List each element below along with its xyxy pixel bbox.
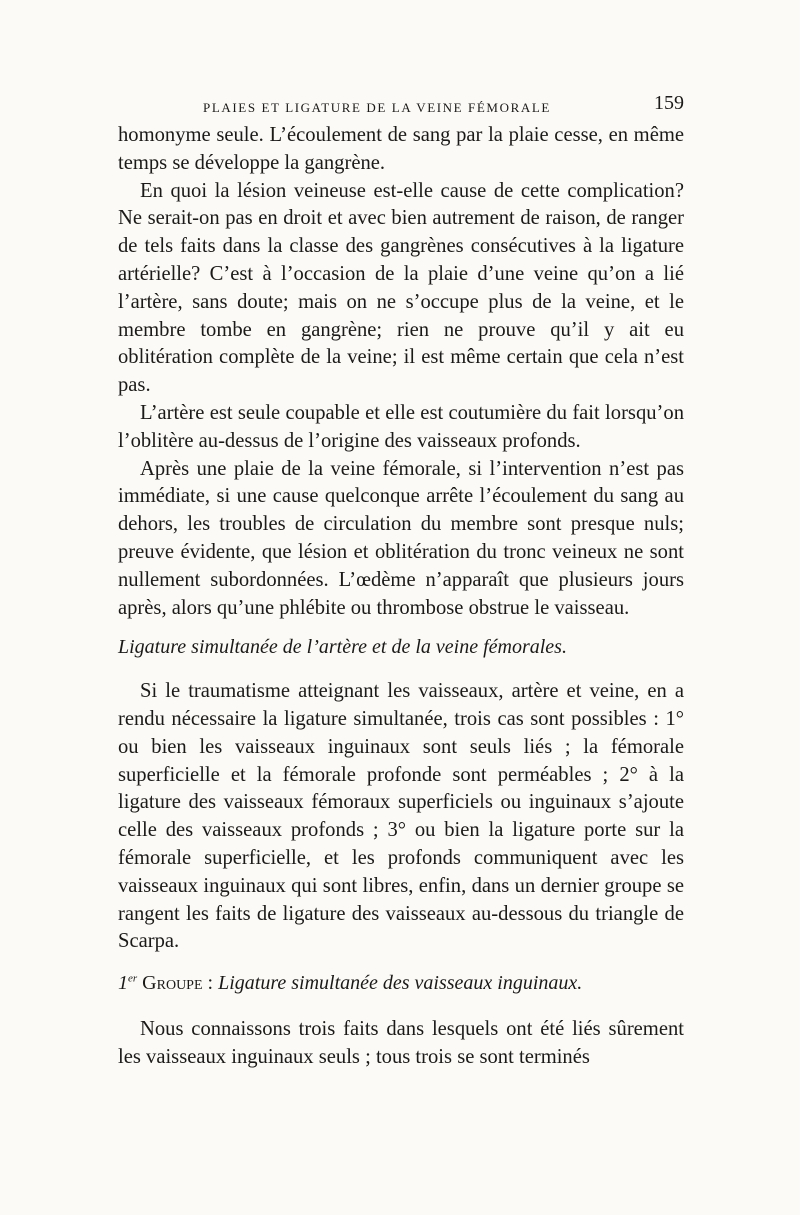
paragraph-2: En quoi la lésion veineuse est-elle cause de cette complication? Ne serait-on pas en droit et avec bien autrement de raison, de ranger de tels faits dans la classe des gangrènes consécutives à la ligature artérielle? C’est à l’occasion de la plaie d’une veine qu’on a lié l’artère, sans doute; mais on ne s’occupe plus de la veine, et le membre tombe en gangrène; rien ne prouve qu’il y ait eu oblitération complète de la veine; il est même certain que cela n’est pas. — [118, 179, 684, 397]
body-text — [118, 122, 684, 1072]
group-title: Ligature simultanée des vaisseaux inguinaux. — [218, 972, 583, 995]
paragraph-6: Nous connaissons trois faits dans lesquels ont été liés sûrement les vaisseaux inguinaux seuls ; tous trois se sont terminés — [118, 1017, 684, 1068]
paragraph-3: L’artère est seule coupable et elle est coutumière du fait lorsqu’on l’oblitère au-dessus de l’origine des vaisseaux profonds. — [118, 401, 684, 452]
group-heading — [118, 970, 684, 998]
group-label: Groupe : — [142, 972, 214, 995]
paragraph-1: homonyme seule. L’écoulement de sang par la plaie cesse, en même temps se développe la gangrène. — [118, 124, 684, 174]
section-heading: Ligature simultanée de l’artère et de la veine fémorales. — [118, 636, 567, 659]
group-number: 1 — [118, 972, 128, 995]
paragraph-5: Si le traumatisme atteignant les vaisseaux, artère et veine, en a rendu nécessaire la ligature simultanée, trois cas sont possibles : 1° ou bien les vaisseaux inguinaux sont seuls liés ; la fémorale superficielle et la fémorale profonde sont perméables ; 2° à la ligature des vaisseaux fémoraux superficiels ou inguinaux s’ajoute celle des vaisseaux profonds ; 3° ou bien la ligature porte sur la fémorale superficielle, et les profonds communiquent avec les vaisseaux inguinaux qui sont libres, enfin, dans un dernier groupe se rangent les faits de ligature des vaisseaux au-dessous du triangle de Scarpa. — [118, 680, 684, 953]
paragraph-4: Après une plaie de la veine fémorale, si l’intervention n’est pas immédiate, si une cause quelconque arrête l’écoulement du sang au dehors, les troubles de circulation du membre sont presque nuls; preuve évidente, que lésion et oblitération du tronc veineux ne sont nullement subordonnées. L’œdème n’apparaît que plusieurs jours après, alors qu’une phlébite ou thrombose obstrue le vaisseau. — [118, 457, 684, 619]
page-number: 159 — [654, 92, 684, 114]
group-number-suffix: er — [128, 972, 138, 985]
page-header — [118, 92, 684, 122]
running-title: PLAIES ET LIGATURE DE LA VEINE FÉMORALE — [203, 100, 551, 115]
